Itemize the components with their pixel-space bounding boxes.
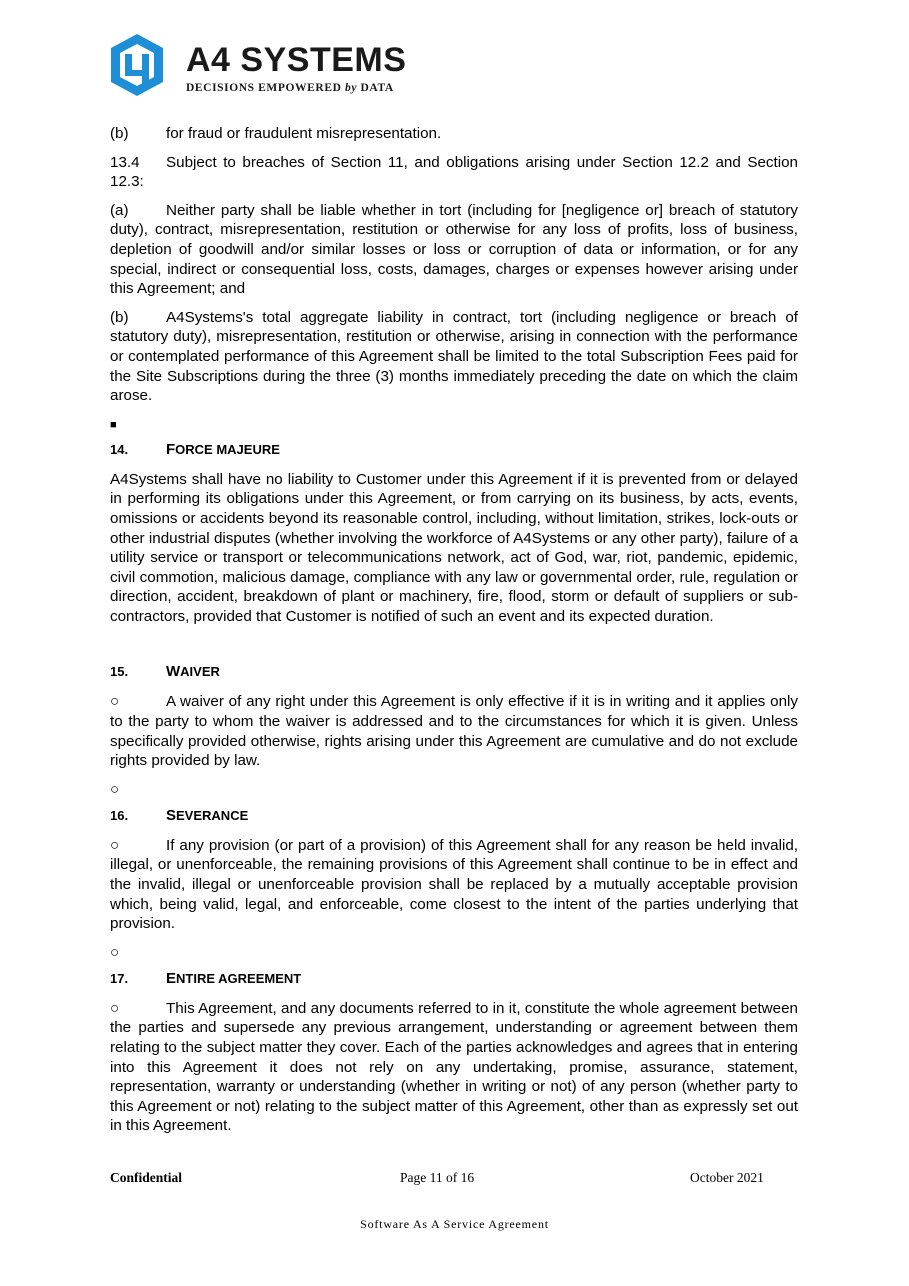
document-body [110, 124, 798, 1136]
clause-13-4-a: (a) Neither party shall be liable whether in tort (including for [negligence or] breach of statutory duty), contract, misrepresentation, restitution or otherwise for any loss of profits, loss of business, depletion of goodwill and/or similar losses or loss or corruption of data or information, or for any special, indirect or consequential loss, costs, damages, charges or expenses however arising under this Agreement; and [110, 201, 798, 298]
footer-confidential: Confidential [110, 1170, 183, 1185]
clause-13-3-b: (b) for fraud or fraudulent misrepresentation. [110, 125, 442, 142]
section-15-text: ○ A waiver of any right under this Agreement is only effective if it is in writing and it applies only to the party to whom the waiver is addressed and to the circumstances for which it is given. Unless specifically provided otherwise, rights arising under this Agreement are cumulative and do not exclude rights provided by law. [110, 693, 798, 770]
page-footer [110, 1170, 770, 1188]
section-17-heading: 17. E NTIRE AGREEMENT [110, 969, 302, 987]
logo-name: A4 SYSTEMS [186, 41, 407, 79]
section-15-heading: 15. W AIVER [110, 663, 220, 681]
section-16-heading: 16. S EVERANCE [110, 806, 249, 824]
square-bullet: ■ [110, 418, 117, 431]
circle-bullet: ○ [110, 943, 120, 961]
clause-13-4: 13.4 Subject to breaches of Section 11, and obligations arising under Section 12.2 and Section 12.3: [110, 153, 798, 191]
circle-bullet: ○ [110, 780, 120, 798]
clause-13-4-b: (b) A4Systems's total aggregate liability in contract, tort (including negligence or breach of statutory duty), misrepresentation, restitution or otherwise, arising in connection with the performance or contemplated performance of this Agreement shall be limited to the total Subscription Fees paid for the Site Subscriptions during the three (3) months immediately preceding the date on which the claim arose. [110, 308, 798, 405]
footer-page-number: Page 11 of 16 [400, 1170, 475, 1185]
section-14-text: A4Systems shall have no liability to Customer under this Agreement if it is prevented from or delayed in performing its obligations under this Agreement, or from carrying on its business, by acts, events, omissions or accidents beyond its reasonable control, including, without limitation, strikes, lock-outs or other industrial disputes (whether involving the workforce of A4Systems or any other party), failure of a utility service or transport or telecommunications network, act of God, war, riot, pandemic, epidemic, civil commotion, malicious damage, compliance with any law or governmental order, rule, regulation or direction, accident, breakdown of plant or machinery, fire, flood, storm or default of suppliers or sub-contractors, provided that Customer is notified of such an event and its expected duration. [110, 470, 798, 625]
footer-date: October 2021 [690, 1170, 764, 1185]
section-14-heading: 14. F ORCE MAJEURE [110, 440, 280, 458]
section-17-text: ○ This Agreement, and any documents referred to in it, constitute the whole agreement between the parties and supersede any previous arrangement, understanding or agreement between them relating to the subject matter they cover. Each of the parties acknowledges and agrees that in entering into this Agreement it does not rely on any undertaking, promise, assurance, statement, representation, warranty or understanding (whether in writing or not) of any person (whether party to this Agreement or not) relating to the subject matter of this Agreement, other than as expressly set out in this Agreement. [110, 999, 798, 1135]
logo-tagline: DECISIONS EMPOWERED by DATA [186, 82, 394, 94]
a4-logo-icon [108, 32, 166, 98]
section-16-text: ○ If any provision (or part of a provision) of this Agreement shall for any reason be held invalid, illegal, or unenforceable, the remaining provisions of this Agreement shall continue to be in effect and the invalid, illegal or unenforceable provision shall be replaced by a mutually acceptable provision which, being valid, legal, and enforceable, come closest to the intent of the parties underlying that provision. [110, 836, 798, 933]
company-logo [108, 32, 438, 102]
document-title-footer: Software As A Service Agreement [360, 1217, 549, 1231]
